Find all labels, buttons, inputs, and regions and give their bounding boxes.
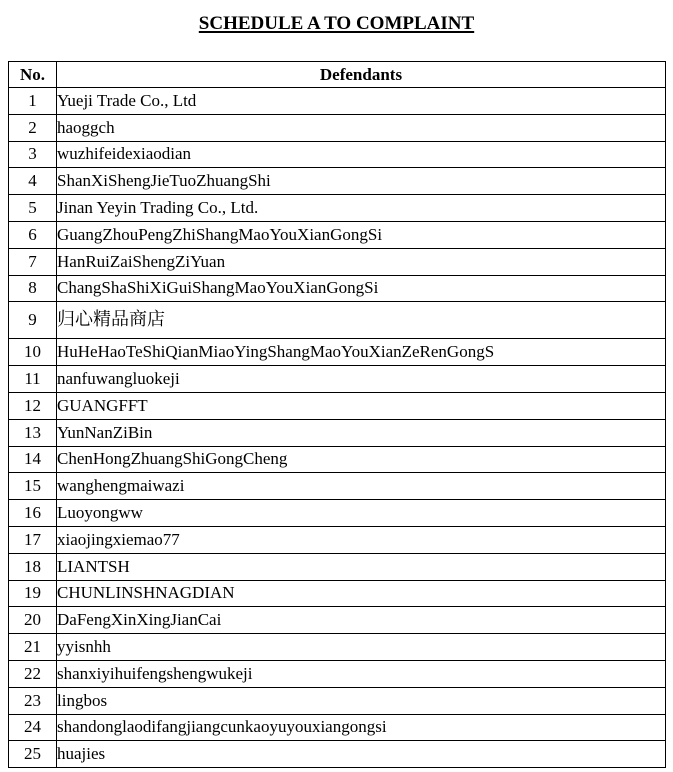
defendant-name: xiaojingxiemao77 <box>57 526 666 553</box>
table-row <box>9 526 666 553</box>
table-header-row <box>9 62 666 88</box>
defendant-name: GUANGFFT <box>57 392 666 419</box>
defendant-name: LIANTSH <box>57 553 666 580</box>
page-title <box>0 12 673 36</box>
page-title-text: SCHEDULE A TO COMPLAINT <box>198 13 475 34</box>
row-number: 5 <box>9 195 57 222</box>
defendant-name: HanRuiZaiShengZiYuan <box>57 248 666 275</box>
table-row <box>9 168 666 195</box>
table-row <box>9 221 666 248</box>
row-number: 2 <box>9 114 57 141</box>
defendant-name: HuHeHaoTeShiQianMiaoYingShangMaoYouXianZeRenGongS <box>57 339 666 366</box>
defendant-name: wanghengmaiwazi <box>57 473 666 500</box>
table-row <box>9 195 666 222</box>
row-number: 25 <box>9 741 57 768</box>
row-number: 14 <box>9 446 57 473</box>
row-number: 17 <box>9 526 57 553</box>
row-number: 20 <box>9 607 57 634</box>
defendant-name: shandonglaodifangjiangcunkaoyuyouxiangongsi <box>57 714 666 741</box>
table-row <box>9 500 666 527</box>
defendant-name: shanxiyihuifengshengwukeji <box>57 660 666 687</box>
defendant-name: huajies <box>57 741 666 768</box>
table-row <box>9 275 666 302</box>
table-row <box>9 141 666 168</box>
defendant-name: CHUNLINSHNAGDIAN <box>57 580 666 607</box>
defendant-name: YunNanZiBin <box>57 419 666 446</box>
row-number: 8 <box>9 275 57 302</box>
defendant-name: Jinan Yeyin Trading Co., Ltd. <box>57 195 666 222</box>
table-row <box>9 248 666 275</box>
row-number: 7 <box>9 248 57 275</box>
table-row <box>9 741 666 768</box>
table-row <box>9 419 666 446</box>
row-number: 10 <box>9 339 57 366</box>
defendant-name: Luoyongww <box>57 500 666 527</box>
row-number: 13 <box>9 419 57 446</box>
defendant-name: lingbos <box>57 687 666 714</box>
table-row <box>9 446 666 473</box>
row-number: 22 <box>9 660 57 687</box>
defendants-table <box>8 61 666 768</box>
row-number: 21 <box>9 634 57 661</box>
table-body <box>9 88 666 768</box>
row-number: 19 <box>9 580 57 607</box>
row-number: 1 <box>9 88 57 115</box>
table-row <box>9 580 666 607</box>
table-row <box>9 634 666 661</box>
defendant-name: ChangShaShiXiGuiShangMaoYouXianGongSi <box>57 275 666 302</box>
column-header-no: No. <box>9 62 57 88</box>
defendant-name: yyisnhh <box>57 634 666 661</box>
defendant-name: Yueji Trade Co., Ltd <box>57 88 666 115</box>
row-number: 23 <box>9 687 57 714</box>
row-number: 6 <box>9 221 57 248</box>
row-number: 24 <box>9 714 57 741</box>
table-row <box>9 553 666 580</box>
table-row <box>9 473 666 500</box>
row-number: 12 <box>9 392 57 419</box>
table-row <box>9 302 666 339</box>
table-row <box>9 687 666 714</box>
defendant-name: wuzhifeidexiaodian <box>57 141 666 168</box>
defendant-name: haoggch <box>57 114 666 141</box>
row-number: 11 <box>9 366 57 393</box>
row-number: 18 <box>9 553 57 580</box>
table-row <box>9 366 666 393</box>
row-number: 4 <box>9 168 57 195</box>
table-row <box>9 392 666 419</box>
defendant-name: ShanXiShengJieTuoZhuangShi <box>57 168 666 195</box>
row-number: 16 <box>9 500 57 527</box>
row-number: 9 <box>9 302 57 339</box>
column-header-defendants: Defendants <box>57 62 666 88</box>
table-row <box>9 88 666 115</box>
table-row <box>9 339 666 366</box>
table-row <box>9 114 666 141</box>
table-row <box>9 607 666 634</box>
defendant-name: DaFengXinXingJianCai <box>57 607 666 634</box>
row-number: 3 <box>9 141 57 168</box>
defendant-name: ChenHongZhuangShiGongCheng <box>57 446 666 473</box>
defendant-name: 归心精品商店 <box>57 302 666 339</box>
defendant-name: nanfuwangluokeji <box>57 366 666 393</box>
row-number: 15 <box>9 473 57 500</box>
table-row <box>9 660 666 687</box>
defendant-name: GuangZhouPengZhiShangMaoYouXianGongSi <box>57 221 666 248</box>
table-row <box>9 714 666 741</box>
